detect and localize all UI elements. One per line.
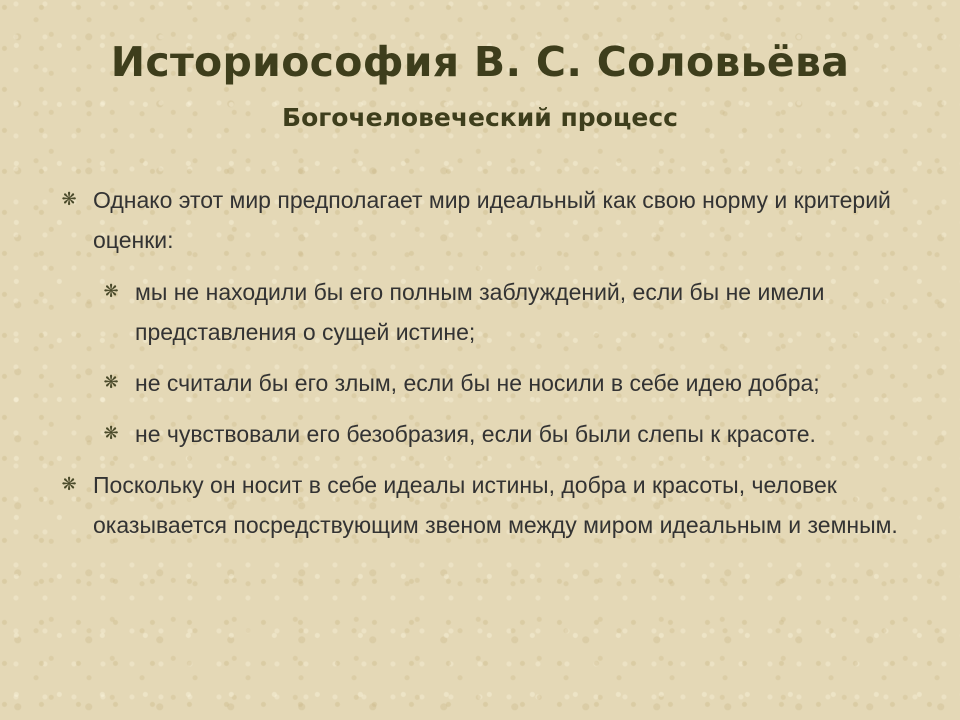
- list-subitem: [100, 414, 918, 454]
- asterisk-flower-icon: ❋: [103, 281, 119, 302]
- list-subitem-text: не чувствовали его безобразия, если бы были слепы к красоте.: [135, 421, 816, 447]
- list-subitem: [100, 363, 918, 403]
- list-subitem-text: не считали бы его злым, если бы не носили в себе идею добра;: [135, 370, 820, 396]
- asterisk-flower-icon: ❋: [61, 189, 77, 210]
- slide-title: Историософия В. С. Соловьёва: [110, 38, 850, 86]
- list-subitem-text: мы не находили бы его полным заблуждений, если бы не имели представления о сущей истине;: [135, 279, 825, 345]
- list-item-text: Однако этот мир предполагает мир идеальный как свою норму и критерий оценки:: [93, 187, 891, 253]
- list-item-text: Поскольку он носит в себе идеалы истины, добра и красоты, человек оказывается посредствующим звеном между миром идеальным и земным.: [93, 472, 898, 538]
- list-item: [58, 180, 918, 260]
- asterisk-flower-icon: ❋: [61, 474, 77, 495]
- asterisk-flower-icon: ❋: [103, 423, 119, 444]
- list-item: [58, 465, 918, 545]
- bullet-list: [58, 180, 918, 557]
- list-subitem: [100, 272, 918, 352]
- asterisk-flower-icon: ❋: [103, 372, 119, 393]
- slide-subtitle: Богочеловеческий процесс: [282, 103, 678, 132]
